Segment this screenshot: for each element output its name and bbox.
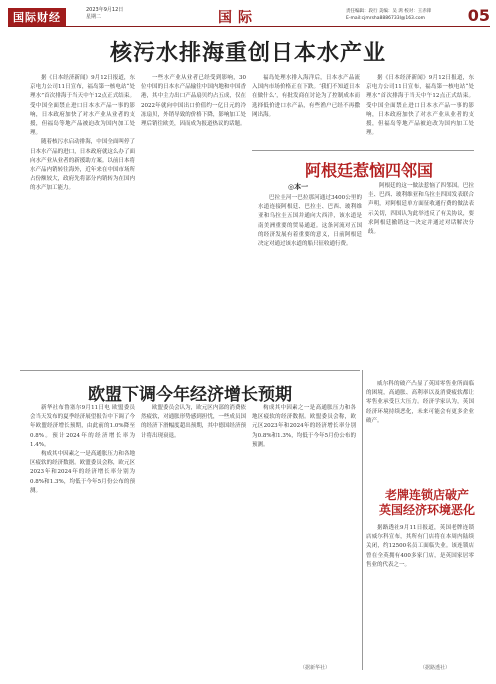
- article1-paragraph: 福岛处理水排入海洋后，日本水产品流入国内市场价格正在下跌。‘我们不知道日本在做什么’，有批发商在讨论为了控制成本而选择低价进口水产品，有些渔户已经不再撒网出海。: [252, 75, 360, 118]
- article3-headline: 阿根廷惹恼四邻国: [304, 161, 433, 180]
- article2-column-1: [30, 404, 135, 672]
- article2-headline: 欧盟下调今年经济增长预期: [88, 385, 292, 405]
- article4-headline-line2: 英国经济环境恶化: [378, 503, 475, 517]
- article3-paragraph: 巴拉圭河一巴拉那河通过3400公里的水道连接阿根廷、巴拉圭、巴西、玻利维亚和乌拉圭五国并通向大西洋，该水道是南美洲重要的贸易通道。这条河流对五国的经济发展有着重要的意义，日前阿根廷决定对通过该水道的船只征收通行费。: [258, 195, 362, 248]
- masthead-logo: 国际财经: [8, 8, 66, 26]
- article3-paragraph: 阿根廷的这一做法惹恼了四邻国。巴拉圭、巴西、玻利维亚和乌拉圭四国发表联合声明，对阿根廷单方面征收通行费的做法表示关切，四国认为此举违反了有关协议，要求阿根廷撤销这一决定并通过对话解决分歧。: [368, 183, 474, 236]
- article1-column-2: [141, 74, 246, 364]
- article1-headline: 核污水排海重创日本水产业: [109, 41, 386, 66]
- article4-headline-line1: 老牌连锁店破产: [384, 488, 469, 502]
- divider: [362, 370, 363, 670]
- article4-paragraph: 据路透社9月11日报道，英国老牌连锁店威尔科宣布，其所有门店将在本周内陆续关闭，约12500名员工面临失业。该连锁店曾在全英拥有400多家门店，是英国家居零售业的代表之一。: [366, 525, 474, 568]
- page-header: [8, 6, 490, 27]
- article1-column-1: [30, 74, 135, 364]
- article1-column-3: [252, 74, 360, 144]
- article1-paragraph: 据《日本经济新闻》9月12日报道，东京电力公司11日宣布，福岛第一核电站“处理水”首次排海于当天中午12点正式结束。受中国全面禁止进口日本水产品一事的影响，日本政府加快了对水产业从业者的支援，但福岛等地产品被迫改为国内加工处理。: [366, 75, 474, 137]
- section-title: 国际: [218, 10, 258, 26]
- article1-paragraph: 一些水产业从业者已经受到影响，30位中国的日本水产品输往中国内地和中国香港，其中主力出口产品扇贝约占五成，仅在2022年就向中国出口价值约一亿日元的冷冻扇贝，外销导致的价格下降，影响加工处理后销往欧美，因而成为报道热议的话题。: [141, 75, 246, 128]
- article1-paragraph: 随着核污水启动排海，中国全面叫停了日本水产品的进口，日本政府就这么办了面向水产业从业者的新援助方案。以前日本将水产品内销转往海外，近年来在中国市场所占份额较大，政府先将部分内销转为在国内的水产加工能力。: [30, 139, 135, 192]
- issue-date: [86, 7, 123, 21]
- article4-headline: [362, 488, 492, 518]
- article1-column-4: [366, 74, 474, 144]
- article3-byline: ◎本一: [288, 183, 309, 191]
- article4-source: （据路透社）: [420, 665, 451, 671]
- article4-paragraph: 威尔科的破产凸显了英国零售业所面临的困境，高通胀、高利率以及消费疲软都让零售业承受巨大压力。经济学家认为，英国经济环境持续恶化，未来可能会有更多企业破产。: [366, 381, 474, 424]
- article4-column-top: [366, 380, 474, 480]
- article2-paragraph: 欧盟委员会认为，欧元区内部的消费依然疲软，对通胀形势感到担忧，一些成员国的经济下滑幅度超出预期，其中德国经济预计将出现衰退。: [141, 405, 246, 439]
- editor-line: 责任编辑：段行 美编：吴 鸿 校对：王赤锋: [346, 9, 432, 14]
- date-line: 2023年9月12日: [86, 7, 124, 13]
- divider: [20, 370, 360, 371]
- article2-column-2: [141, 404, 246, 672]
- editor-info: [346, 8, 431, 22]
- email-line: E-mail:cjmrsha8886733l@163.com: [346, 16, 425, 21]
- weekday-line: 星期二: [86, 14, 102, 20]
- article4-column-1: [366, 524, 474, 662]
- article3-column-2: [368, 182, 474, 362]
- page-number: 05: [467, 6, 490, 25]
- article2-source: （据新华社）: [300, 665, 331, 671]
- article2-column-3: [252, 404, 356, 662]
- article2-paragraph: 构成其中因素之一是高通胀压力和各地区疲软的经济数据。欧盟委员会称，欧元区2023年和2024年的经济增长率分别为0.8%和1.3%，均低于今年5月份公布的预测。: [252, 405, 356, 448]
- divider: [252, 150, 474, 151]
- article3-column-1: [258, 194, 362, 362]
- article2-paragraph: 新华社布鲁塞尔9月11日电 欧盟委员会当天发布的夏季经济展望报告中下调了今年欧盟经济增长预期，由此前的1.0%降至0.8%。预计2024年的经济增长率为1.4%。: [30, 405, 135, 448]
- article1-paragraph: 据《日本经济新闻》9月12日报道，东京电力公司11日宣布，福岛第一核电站“处理水”首次排海于当天中午12点正式结束。受中国全面禁止进口日本水产品一事的影响，日本政府加快了对水产业从业者的支援，但福岛等地产品被迫改为国内加工处理。: [30, 75, 135, 137]
- article2-paragraph: 构成其中因素之一是高通胀压力和各地区疲软的经济数据。欧盟委员会称，欧元区2023年和2024年的经济增长率分别为0.8%和1.3%，均低于今年5月份公布的预测。: [30, 451, 135, 494]
